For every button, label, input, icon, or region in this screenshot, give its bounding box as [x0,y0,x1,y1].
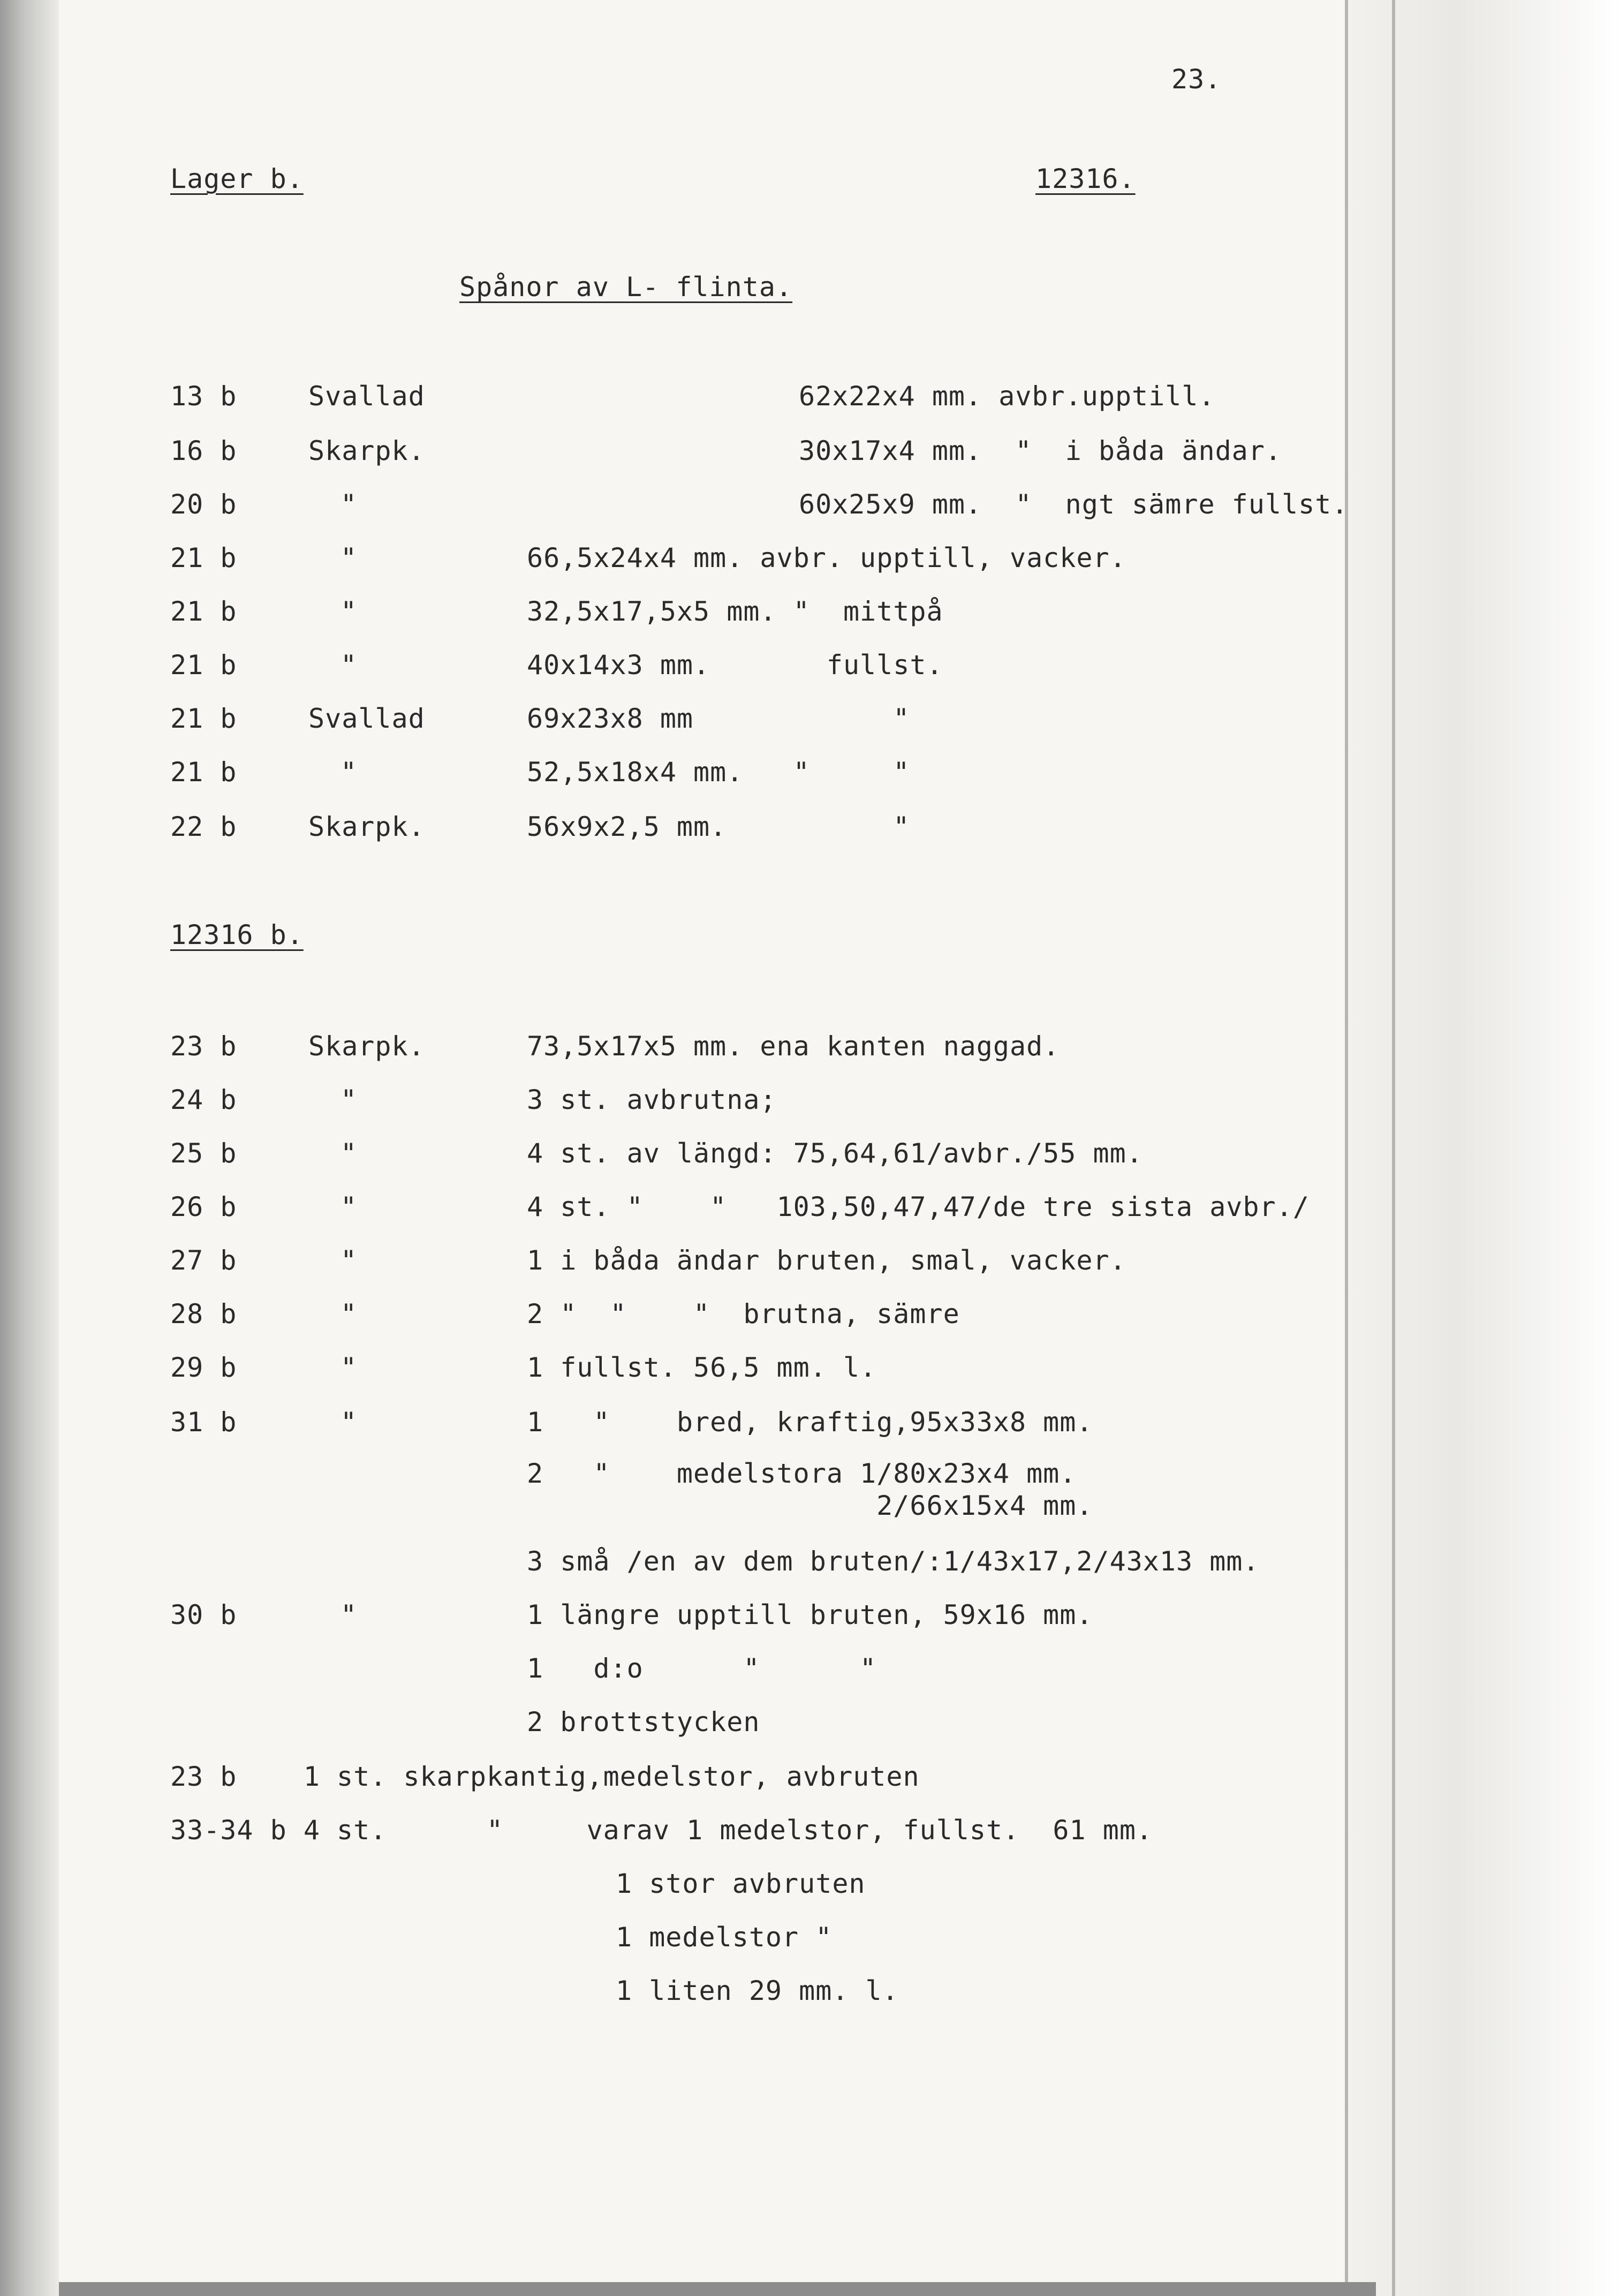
row-number: 27 b [170,1245,237,1276]
page-right-margin [1345,0,1619,2296]
header-left: Lager b. [170,163,304,194]
row-description: 4 st. av längd: 75,64,61/avbr./55 mm. [527,1138,1143,1169]
row-number: 13 b [170,381,237,412]
row-type: " [341,757,358,788]
row-description: 40x14x3 mm. fullst. [527,649,943,681]
row-number: 23 b [170,1031,237,1062]
row-description: 1 fullst. 56,5 mm. l. [527,1352,877,1383]
row-type: " [341,1245,358,1276]
summary-line: 33-34 b 4 st. " varav 1 medelstor, fullst. 61 mm. [170,1815,1153,1846]
row-number: 21 b [170,649,237,681]
row-type: " [341,1084,358,1115]
page-number: 23. [1171,64,1222,95]
row-description: 2 " " " brutna, sämre [527,1298,960,1330]
row-number: 28 b [170,1298,237,1330]
row-number: 29 b [170,1352,237,1383]
binding-shadow [0,0,59,2296]
row-description: 1 " bred, kraftig,95x33x8 mm. [527,1407,1093,1438]
row-description: 32,5x17,5x5 mm. " mittpå [527,596,943,627]
row-number: 21 b [170,542,237,573]
row-number: 21 b [170,596,237,627]
page-edge-line [1345,0,1348,2296]
row-description: 1 i båda ändar bruten, smal, vacker. [527,1245,1126,1276]
row-description: 60x25x9 mm. " ngt sämre fullst. [799,489,1349,520]
row-number: 31 b [170,1407,237,1438]
row-type: " [341,489,358,520]
row-description: 62x22x4 mm. avbr.upptill. [799,381,1215,412]
row-number: 26 b [170,1191,237,1222]
section-heading: 12316 b. [170,919,304,950]
row-description: 73,5x17x5 mm. ena kanten naggad. [527,1031,1060,1062]
row-type: " [341,542,358,573]
row-number: 30 b [170,1599,237,1630]
row-description: 3 små /en av dem bruten/:1/43x17,2/43x13 mm. [527,1546,1260,1577]
row-description: 2 brottstycken [527,1706,760,1738]
summary-line: 1 stor avbruten [616,1868,866,1899]
row-description: 1 d:o " " [527,1653,877,1684]
row-number: 16 b [170,435,237,466]
row-description: 56x9x2,5 mm. " [527,811,910,842]
row-type: Skarpk. [308,435,425,466]
row-description: 52,5x18x4 mm. " " [527,757,910,788]
row-description: 2 " medelstora 1/80x23x4 mm. [527,1458,1077,1489]
row-type: " [341,1599,358,1630]
row-type: Skarpk. [308,811,425,842]
document-title: Spånor av L- flinta. [459,271,793,303]
row-description: 3 st. avbrutna; [527,1084,777,1115]
row-description: 30x17x4 mm. " i båda ändar. [799,435,1282,466]
row-type: Skarpk. [308,1031,425,1062]
row-type: " [341,1352,358,1383]
summary-line: 1 medelstor " [616,1922,833,1953]
row-number: 25 b [170,1138,237,1169]
page-edge-line [1392,0,1395,2296]
row-type: " [341,1298,358,1330]
row-description: 66,5x24x4 mm. avbr. upptill, vacker. [527,542,1126,573]
row-description: 4 st. " " 103,50,47,47/de tre sista avbr./ [527,1191,1310,1222]
row-type: " [341,596,358,627]
summary-line: 1 liten 29 mm. l. [616,1975,899,2006]
row-number: 21 b [170,703,237,734]
row-type: " [341,1138,358,1169]
row-number: 21 b [170,757,237,788]
row-number: 24 b [170,1084,237,1115]
row-type: Svallad [308,381,425,412]
row-description: 2/66x15x4 mm. [527,1490,1093,1521]
row-description: 69x23x8 mm " [527,703,910,734]
row-number: 20 b [170,489,237,520]
bottom-edge-band [59,2282,1376,2296]
row-type: Svallad [308,703,425,734]
row-type: " [341,1407,358,1438]
summary-line: 23 b 1 st. skarpkantig,medelstor, avbruten [170,1761,920,1792]
row-description: 1 längre upptill bruten, 59x16 mm. [527,1599,1093,1630]
row-type: " [341,649,358,681]
row-type: " [341,1191,358,1222]
row-number: 22 b [170,811,237,842]
header-right: 12316. [1035,163,1136,194]
